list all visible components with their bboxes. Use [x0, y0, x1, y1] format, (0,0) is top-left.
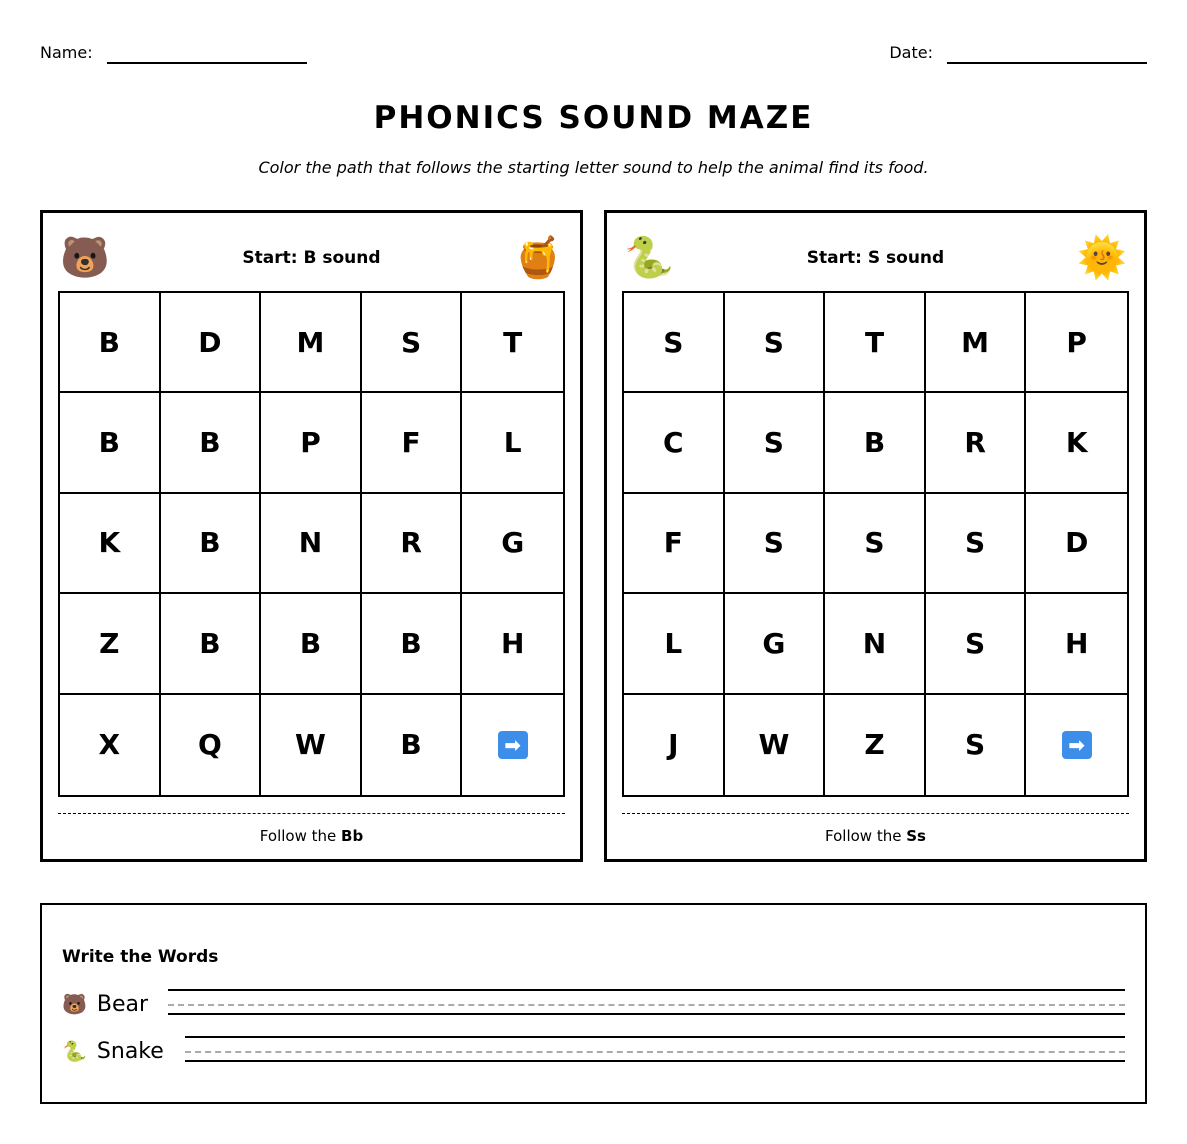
maze-cell[interactable]: L — [462, 393, 563, 493]
maze-cell[interactable]: Z — [825, 695, 926, 795]
base-line — [168, 1013, 1125, 1015]
maze-footer — [607, 827, 1144, 845]
maze-cell[interactable]: H — [1026, 594, 1127, 694]
start-prefix: Start: — [806, 248, 868, 268]
maze-footer — [43, 827, 580, 845]
maze-cell[interactable]: K — [60, 494, 161, 594]
footer-letters: Bb — [341, 827, 364, 845]
instructions: Color the path that follows the starting letter sound to help the animal find its food. — [258, 158, 929, 177]
write-words-section — [40, 903, 1147, 1104]
maze-cell[interactable]: Z — [60, 594, 161, 694]
maze-exit-cell[interactable] — [462, 695, 563, 795]
bear-icon: 🐻 — [60, 235, 110, 281]
start-letter: S — [867, 248, 881, 268]
maze-cell[interactable]: M — [261, 293, 362, 393]
footer-prefix: Follow the — [259, 827, 342, 845]
maze-exit-cell[interactable] — [1026, 695, 1127, 795]
maze-cell[interactable]: P — [1026, 293, 1127, 393]
maze-cell[interactable]: G — [725, 594, 826, 694]
bear-icon: 🐻 — [62, 992, 87, 1016]
maze-cell[interactable]: R — [926, 393, 1027, 493]
maze-grid — [58, 291, 565, 797]
maze-header — [622, 231, 1129, 285]
name-label: Name: — [40, 43, 93, 62]
start-suffix: sound — [880, 248, 945, 268]
maze-cell[interactable]: Q — [161, 695, 262, 795]
right-arrow-icon: ➡ — [1062, 731, 1092, 759]
maze-cell[interactable]: S — [926, 695, 1027, 795]
mid-dashed-line — [185, 1051, 1125, 1053]
maze-cell[interactable]: M — [926, 293, 1027, 393]
maze-cell[interactable]: S — [926, 594, 1027, 694]
maze-cell[interactable]: B — [60, 393, 161, 493]
maze-cell[interactable]: B — [60, 293, 161, 393]
divider — [58, 813, 565, 814]
maze-cell[interactable]: W — [725, 695, 826, 795]
maze-panel-s — [604, 210, 1147, 862]
maze-cell[interactable]: N — [825, 594, 926, 694]
handwriting-lines[interactable] — [185, 1036, 1125, 1062]
name-field — [40, 42, 307, 64]
word-row-bear — [62, 989, 1125, 1019]
honey-pot-icon: 🍯 — [513, 235, 563, 281]
name-input-line[interactable] — [107, 46, 307, 64]
base-line — [185, 1060, 1125, 1062]
start-label — [242, 248, 380, 268]
top-line — [168, 989, 1125, 991]
maze-cell[interactable]: B — [161, 393, 262, 493]
word-label — [62, 989, 148, 1019]
date-input-line[interactable] — [947, 46, 1147, 64]
maze-cell[interactable]: B — [362, 594, 463, 694]
maze-cell[interactable]: N — [261, 494, 362, 594]
maze-cell[interactable]: D — [1026, 494, 1127, 594]
start-label — [807, 248, 944, 268]
maze-cell[interactable]: T — [462, 293, 563, 393]
right-arrow-icon: ➡ — [498, 731, 528, 759]
start-suffix: sound — [316, 248, 381, 268]
footer-letters: Ss — [906, 827, 926, 845]
sun-icon: 🌞 — [1077, 235, 1127, 281]
maze-cell[interactable]: S — [362, 293, 463, 393]
snake-icon: 🐍 — [624, 235, 674, 281]
maze-cell[interactable]: T — [825, 293, 926, 393]
maze-cell[interactable]: D — [161, 293, 262, 393]
header-fields — [40, 42, 1147, 66]
top-line — [185, 1036, 1125, 1038]
maze-cell[interactable]: B — [362, 695, 463, 795]
maze-cell[interactable]: X — [60, 695, 161, 795]
maze-cell[interactable]: K — [1026, 393, 1127, 493]
divider — [622, 813, 1129, 814]
maze-cell[interactable]: S — [825, 494, 926, 594]
page-title: PHONICS SOUND MAZE — [373, 100, 814, 136]
maze-panel-b — [40, 210, 583, 862]
maze-cell[interactable]: P — [261, 393, 362, 493]
maze-cell[interactable]: H — [462, 594, 563, 694]
footer-prefix: Follow the — [825, 827, 907, 845]
maze-cell[interactable]: F — [624, 494, 725, 594]
date-field — [889, 42, 1147, 64]
maze-header — [58, 231, 565, 285]
maze-cell[interactable]: S — [725, 494, 826, 594]
maze-cell[interactable]: B — [825, 393, 926, 493]
maze-cell[interactable]: S — [624, 293, 725, 393]
mid-dashed-line — [168, 1004, 1125, 1006]
maze-cell[interactable]: S — [725, 393, 826, 493]
maze-cell[interactable]: J — [624, 695, 725, 795]
write-words-title: Write the Words — [62, 947, 219, 967]
word-text: Bear — [96, 991, 149, 1017]
maze-cell[interactable]: C — [624, 393, 725, 493]
word-label — [62, 1036, 164, 1066]
word-row-snake — [62, 1036, 1125, 1066]
word-text: Snake — [96, 1038, 164, 1064]
maze-cell[interactable]: S — [725, 293, 826, 393]
maze-cell[interactable]: R — [362, 494, 463, 594]
maze-cell[interactable]: B — [161, 494, 262, 594]
maze-cell[interactable]: B — [261, 594, 362, 694]
maze-cell[interactable]: S — [926, 494, 1027, 594]
maze-cell[interactable]: L — [624, 594, 725, 694]
start-prefix: Start: — [242, 248, 304, 268]
maze-grid — [622, 291, 1129, 797]
start-letter: B — [303, 248, 317, 268]
handwriting-lines[interactable] — [168, 989, 1125, 1015]
maze-cell[interactable]: W — [261, 695, 362, 795]
maze-cell[interactable]: B — [161, 594, 262, 694]
maze-cell[interactable]: G — [462, 494, 563, 594]
snake-icon: 🐍 — [62, 1039, 87, 1063]
date-label: Date: — [889, 43, 933, 62]
maze-cell[interactable]: F — [362, 393, 463, 493]
